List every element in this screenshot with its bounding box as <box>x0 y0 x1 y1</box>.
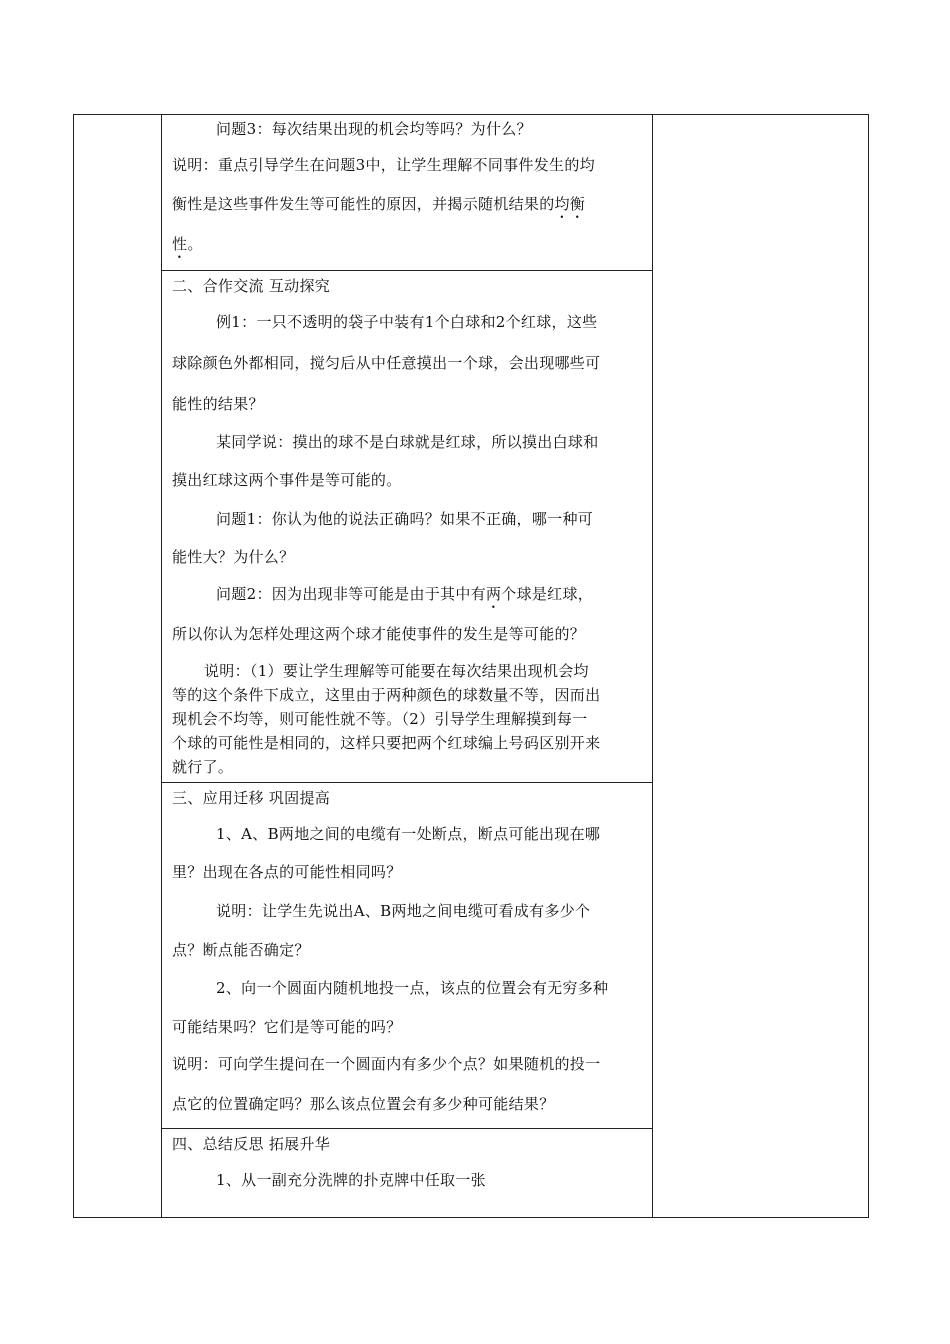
section-heading-3: 三、应用迁移 巩固提高 <box>172 789 331 807</box>
explanation-line: 现机会不均等，则可能性就不等。（2）引导学生理解摸到每一 <box>172 710 588 728</box>
note-line <box>172 193 585 222</box>
row-divider-1 <box>161 270 652 271</box>
explanation-line: 个球的可能性是相同的，这样只要把两个红球编上号码区别开来 <box>172 734 601 752</box>
example-1-line: 能性的结果？ <box>172 395 264 413</box>
problem-1-line: 1、A、B两地之间的电缆有一处断点，断点可能出现在哪 <box>216 825 601 843</box>
column-divider-left <box>161 114 162 1218</box>
section-heading-4: 四、总结反思 拓展升华 <box>172 1135 331 1153</box>
example-1-line: 例1：一只不透明的袋子中装有1个白球和2个红球，这些 <box>216 313 598 331</box>
row-divider-2 <box>161 782 652 783</box>
column-divider-right <box>652 114 653 1218</box>
emphasized-text: 均衡 <box>554 195 586 213</box>
student-claim-line: 摸出红球这两个事件是等可能的。 <box>172 471 402 489</box>
question-1-line: 能性大？为什么？ <box>172 548 295 566</box>
row-divider-3 <box>161 1128 652 1129</box>
explanation-line: 说明：让学生先说出A、B两地之间电缆可看成有多少个 <box>216 902 591 920</box>
note-line: 说明：重点引导学生在问题3中，让学生理解不同事件发生的均 <box>172 156 595 174</box>
summary-item-1: 1、从一副充分洗牌的扑克牌中任取一张 <box>216 1171 486 1189</box>
student-claim-line: 某同学说：摸出的球不是白球就是红球，所以摸出白球和 <box>216 433 599 451</box>
question-2-line: 所以你认为怎样处理这两个球才能使事件的发生是等可能的？ <box>172 625 586 643</box>
note-line <box>172 233 203 262</box>
question-text: 个球是红球， <box>501 585 594 603</box>
emphasized-text: 两 <box>485 585 502 603</box>
problem-2-line: 可能结果吗？它们是等可能的吗？ <box>172 1018 402 1036</box>
note-text: 。 <box>187 235 203 253</box>
question-1-line: 问题1：你认为他的说法正确吗？如果不正确，哪一种可 <box>216 510 594 528</box>
problem-1-line: 里？出现在各点的可能性相同吗？ <box>172 863 402 881</box>
question-2-line <box>216 583 593 612</box>
example-1-line: 球除颜色外都相同，搅匀后从中任意摸出一个球，会出现哪些可 <box>172 354 601 372</box>
explanation-line: 说明：可向学生提问在一个圆面内有多少个点？如果随机的投一 <box>172 1055 601 1073</box>
note-text: 衡性是这些事件发生等可能性的原因，并揭示随机结果的 <box>172 195 555 213</box>
section-heading-2: 二、合作交流 互动探究 <box>172 277 331 295</box>
emphasized-text: 性 <box>172 235 188 253</box>
explanation-line: 等的这个条件下成立，这里由于两种颜色的球数量不等，因而出 <box>172 686 601 704</box>
question-text: 问题2：因为出现非等可能是由于其中有 <box>216 585 486 603</box>
explanation-line: 点它的位置确定吗？那么该点位置会有多少种可能结果？ <box>172 1095 555 1113</box>
explanation-line: 说明：（1）要让学生理解等可能要在每次结果出现机会均 <box>204 662 589 680</box>
explanation-line: 就行了。 <box>172 758 234 776</box>
question-3: 问题3：每次结果出现的机会均等吗？为什么？ <box>216 120 532 138</box>
explanation-line: 点？断点能否确定？ <box>172 941 310 959</box>
problem-2-line: 2、向一个圆面内随机地投一点，该点的位置会有无穷多种 <box>216 979 609 997</box>
